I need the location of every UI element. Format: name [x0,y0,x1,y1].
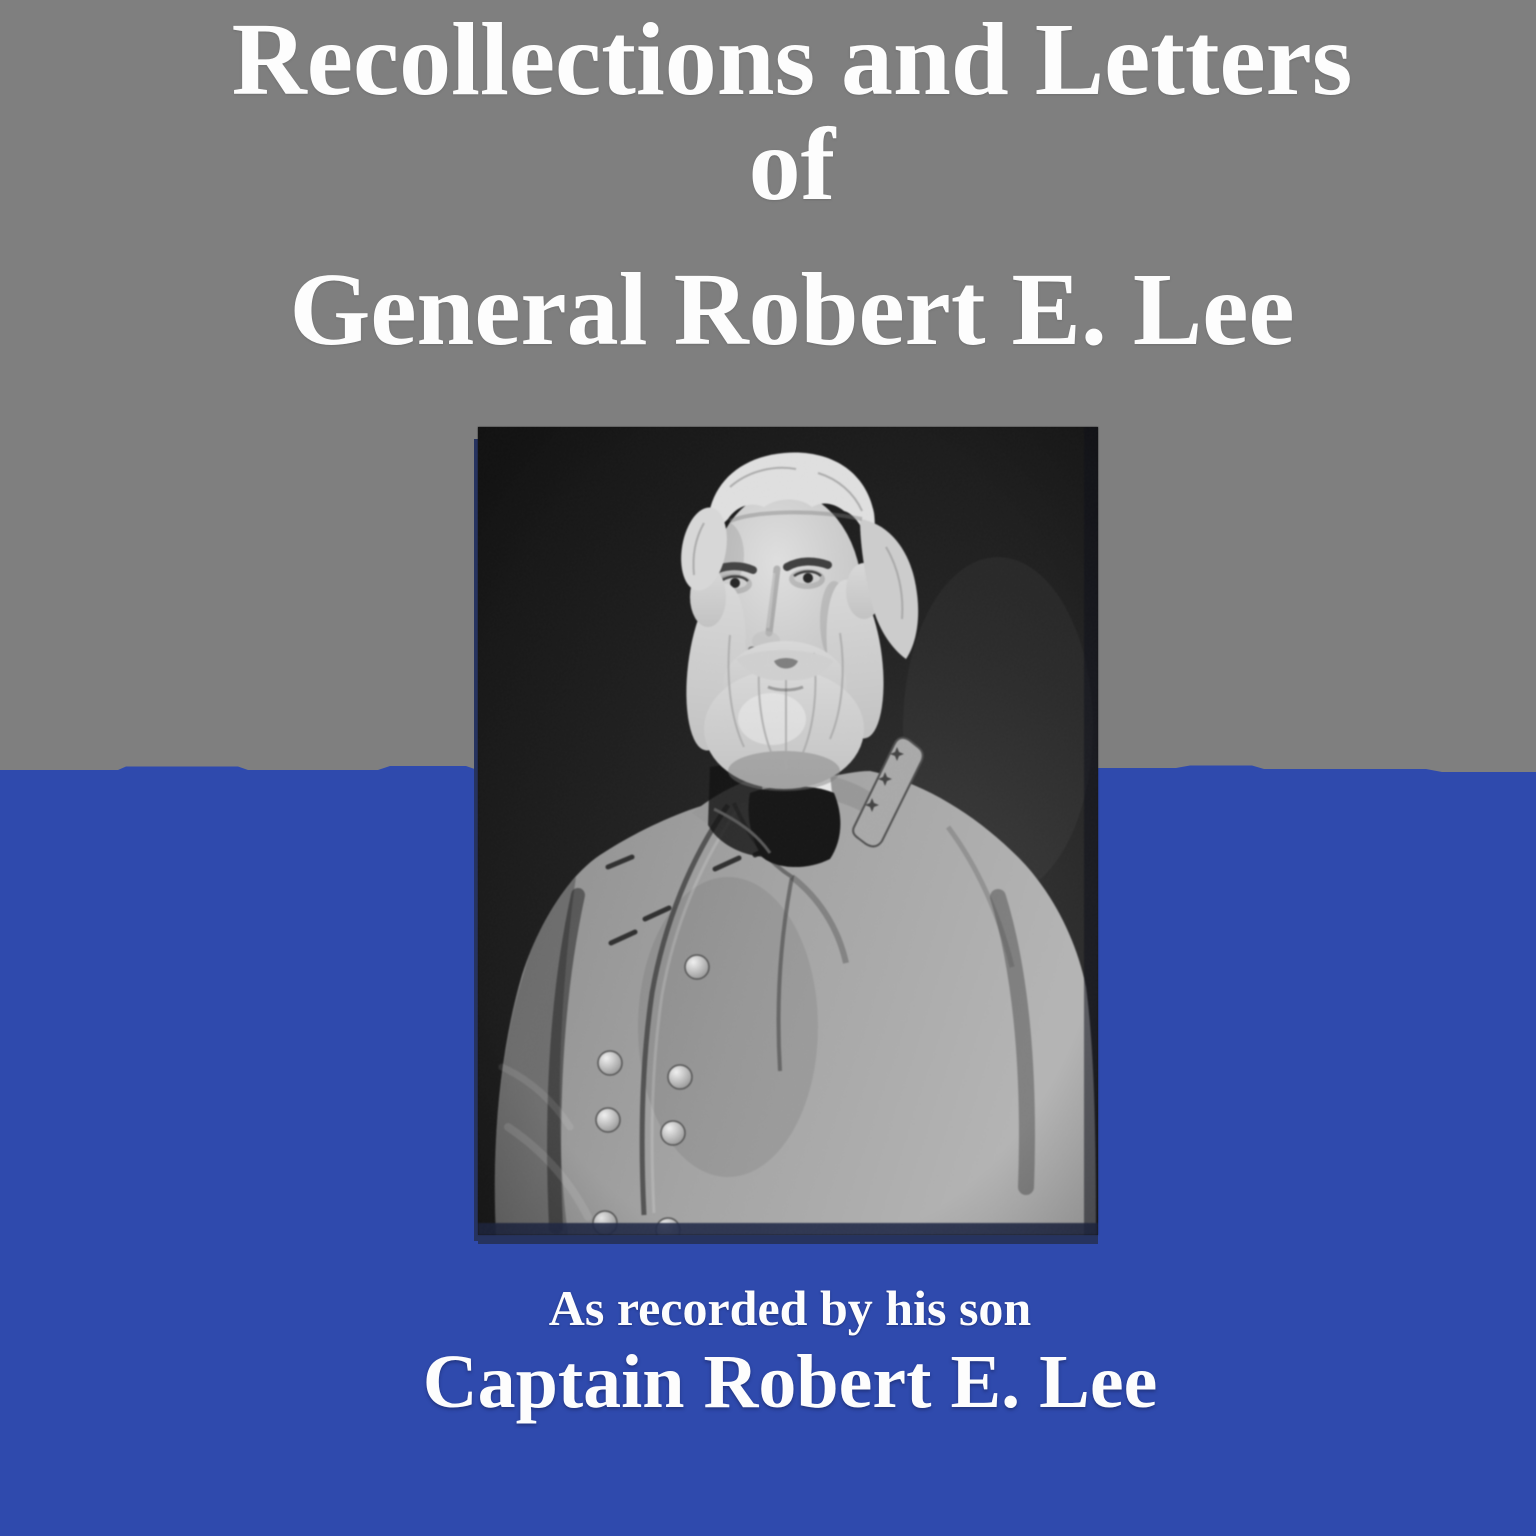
portrait-illustration [478,427,1098,1235]
title-line-3: General Robert E. Lee [289,252,1295,367]
caption-author-name: Captain Robert E. Lee [422,1340,1158,1424]
title-line-2: of [748,107,836,222]
title-block [24,0,1536,367]
caption-author-intro: As recorded by his son [548,1280,1032,1336]
portrait-photo [478,427,1098,1235]
title-line-1: Recollections and Letters [231,2,1353,117]
